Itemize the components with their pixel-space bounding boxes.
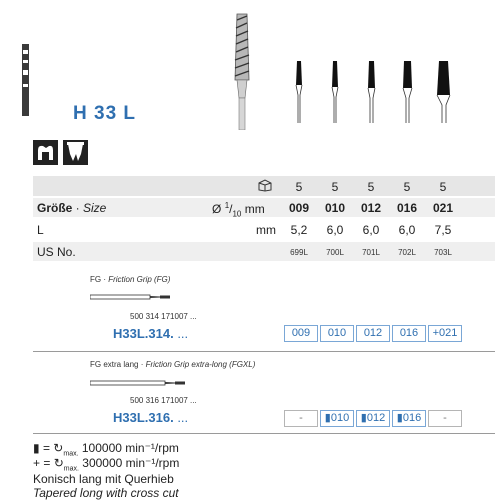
fg-size-009[interactable]: 009 [284,325,318,342]
fgxl-size-012[interactable]: ▮012 [356,410,390,427]
fg-size-016[interactable]: 016 [392,325,426,342]
length-label: L [37,223,44,237]
fgxl-size-009: - [284,410,318,427]
us-no-value: 703L [434,248,452,257]
pack-qty: 5 [331,180,339,194]
fgxl-bur-drawing [90,378,190,388]
length-value: 5,2 [290,223,308,237]
section-divider [33,433,495,434]
pack-qty: 5 [439,180,447,194]
fg-order-number: 500 314 171007 ... [130,312,197,321]
product-title: H 33 L [73,103,137,124]
fgxl-order-number: 500 316 171007 ... [130,396,197,405]
legend-line-2: + = $↻_{max.}$ 300000 min⁻¹/rpm [33,456,180,473]
us-no-value: 702L [398,248,416,257]
vertical-label-strip [21,44,30,116]
package-icon [258,179,272,192]
us-no-value: 699L [290,248,308,257]
us-no-value: 700L [326,248,344,257]
section-divider [33,351,495,352]
size-value: 009 [288,201,310,215]
fgxl-article-code: H33L.316. ... [113,410,189,425]
size-value: 021 [432,201,454,215]
length-value: 7,5 [434,223,452,237]
rotation-icon: ↻ [53,441,64,455]
size-profiles [280,55,470,125]
us-no-label: US No. [37,245,76,259]
size-label: Größe · Size [37,201,107,215]
legend-line-1: ▮ = $↻_{max.}$ 100000 min⁻¹/rpm [33,441,179,458]
fg-shank-label: FG · Friction Grip (FG) [90,275,171,284]
fg-size-021[interactable]: +021 [428,325,462,342]
description-de: Konisch lang mit Querhieb [33,472,174,486]
size-value: 016 [396,201,418,215]
size-unit: Ø $^1/_{10}$ mm [212,201,265,219]
size-value: 012 [360,201,382,215]
pack-qty: 5 [295,180,303,194]
fg-size-010[interactable]: 010 [320,325,354,342]
fgxl-size-016[interactable]: ▮016 [392,410,426,427]
fgxl-size-021: - [428,410,462,427]
fg-article-code: H33L.314. ... [113,326,189,341]
description-en: Tapered long with cross cut [33,486,179,500]
tooth-crown-icon [33,140,58,165]
us-no-value: 701L [362,248,380,257]
bur-illustration [228,10,258,130]
fgxl-shank-label: FG extra lang · Friction Grip extra-long (FGXL) [90,360,256,369]
size-value: 010 [324,201,346,215]
length-value: 6,0 [326,223,344,237]
fg-bur-drawing [90,292,180,302]
pack-qty: 5 [367,180,375,194]
pack-qty: 5 [403,180,411,194]
length-value: 6,0 [362,223,380,237]
fg-size-012[interactable]: 012 [356,325,390,342]
length-unit: mm [256,223,276,237]
tooth-root-icon [63,140,88,165]
fgxl-size-010[interactable]: ▮010 [320,410,354,427]
length-value: 6,0 [398,223,416,237]
rotation-icon: ↻ [53,456,64,470]
